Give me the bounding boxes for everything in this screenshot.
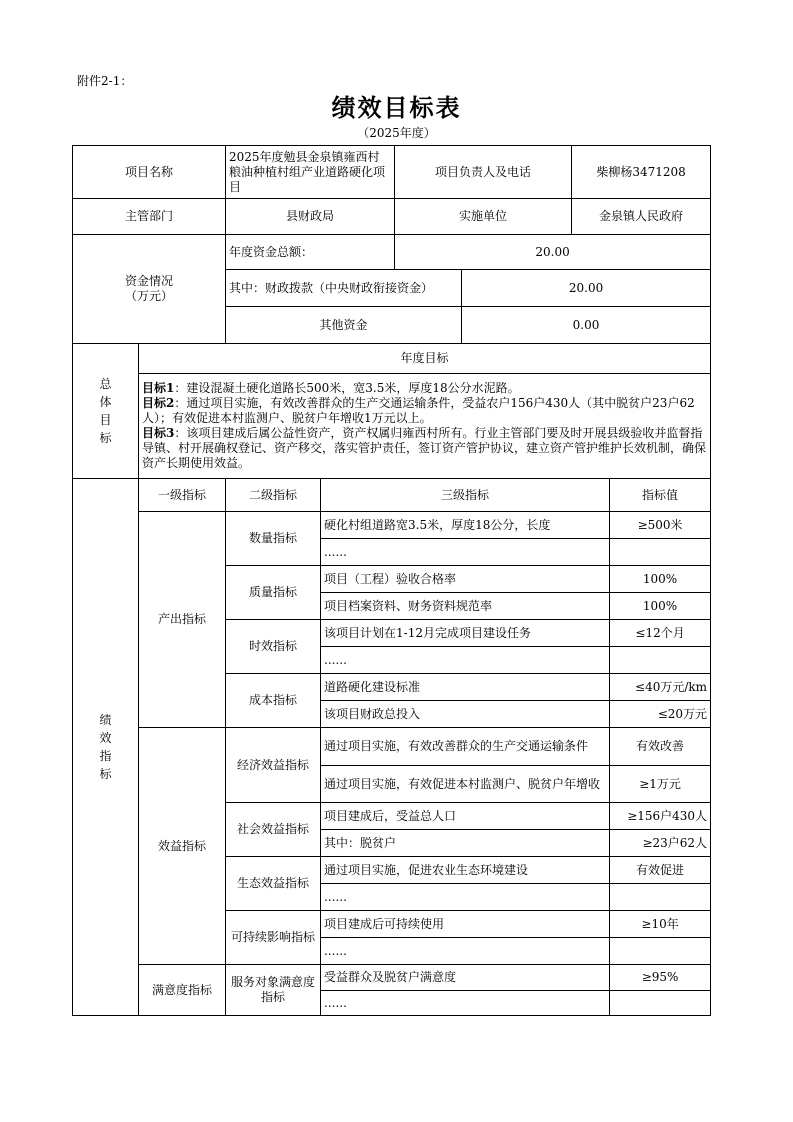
goal-tag: 目标1 [142,381,175,395]
header-l2: 二级指标 [226,479,321,512]
l2-cost: 成本指标 [226,674,321,728]
value-cell [610,884,711,911]
indicators-side-text: 绩效指标 [99,713,112,781]
l3-cell: 项目档案资料、财务资料规范率 [321,593,610,620]
header-l3: 三级指标 [321,479,610,512]
l3-cell: 项目建成后，受益总人口 [321,803,610,830]
project-name-value: 2025年度勉县金泉镇雍西村粮油种植村组产业道路硬化项目 [226,146,395,199]
value-cell: ≥156户430人 [610,803,711,830]
impl-value: 金泉镇人民政府 [572,199,711,235]
l1-output: 产出指标 [139,512,226,728]
l3-cell: 受益群众及脱贫户满意度 [321,965,610,991]
value-cell [610,991,711,1016]
value-cell: 100% [610,566,711,593]
value-cell [610,647,711,674]
goals-header: 年度目标 [139,344,711,374]
l3-cell: 通过项目实施，促进农业生态环境建设 [321,857,610,884]
l3-cell: ...... [321,884,610,911]
l3-cell: ...... [321,539,610,566]
funds-total-value: 20.00 [395,235,711,270]
l2-timeliness: 时效指标 [226,620,321,674]
l3-cell: 该项目财政总投入 [321,701,610,728]
page-title: 绩效目标表 [331,93,462,122]
goal-text: ：该项目建成后属公益性资产，资产权属归雍西村所有。行业主管部门要及时开展县级验收并监督指导镇、村开展确权登记、资产移交，落实管护责任，签订资产管护协议，建立资产管护维护长效机制，确保资产长期使用效益。 [142,426,707,470]
l2-ecological: 生态效益指标 [226,857,321,911]
value-cell: 100% [610,593,711,620]
l2-quality: 质量指标 [226,566,321,620]
funds-label-line2: （万元） [125,289,174,303]
value-cell: ≥10年 [610,911,711,938]
goal-text: ：建设混凝土硬化道路长500米，宽3.5米，厚度18公分水泥路。 [174,381,520,395]
l1-benefit: 效益指标 [139,728,226,965]
impl-label: 实施单位 [395,199,572,235]
value-cell [610,539,711,566]
l3-cell: 其中：脱贫户 [321,830,610,857]
page-subtitle: （2025年度） [357,126,436,140]
funds-other-value: 0.00 [462,307,711,344]
l3-cell: 项目（工程）验收合格率 [321,566,610,593]
funds-other-label: 其他资金 [226,307,462,344]
funds-label-line1: 资金情况 [125,274,174,288]
l3-cell: 硬化村组道路宽3.5米，厚度18公分，长度 [321,512,610,539]
value-cell: ≥500米 [610,512,711,539]
goals-content [139,374,711,479]
l2-economic: 经济效益指标 [226,728,321,803]
header-value: 指标值 [610,479,711,512]
goal-item [142,426,707,471]
value-cell: ≥23户62人 [610,830,711,857]
dept-label: 主管部门 [73,199,226,235]
funds-total-label: 年度资金总额： [226,235,395,270]
value-cell: ≤20万元 [610,701,711,728]
l3-cell: ...... [321,991,610,1016]
value-cell: ≥95% [610,965,711,991]
l3-cell: ...... [321,647,610,674]
contact-label: 项目负责人及电话 [395,146,572,199]
goal-tag: 目标2 [142,396,175,410]
l3-cell: 项目建成后可持续使用 [321,911,610,938]
l3-cell: 道路硬化建设标准 [321,674,610,701]
l2-sustainable: 可持续影响指标 [226,911,321,965]
dept-value: 县财政局 [226,199,395,235]
funds-fiscal-value: 20.00 [462,270,711,307]
value-cell: 有效改善 [610,728,711,766]
value-cell: 有效促进 [610,857,711,884]
contact-value: 柴柳杨3471208 [572,146,711,199]
l3-cell: 通过项目实施，有效促进本村监测户、脱贫户年增收 [321,766,610,803]
funds-fiscal-label: 其中：财政拨款（中央财政衔接资金） [226,270,462,307]
attachment-label: 附件2-1： [77,74,133,88]
l2-quantity: 数量指标 [226,512,321,566]
goal-item [142,396,707,426]
l1-satisfaction: 满意度指标 [139,965,226,1016]
goal-item [142,381,707,396]
value-cell: ≥1万元 [610,766,711,803]
goals-side-text: 总体目标 [99,377,112,445]
value-cell: ≤40万元/km [610,674,711,701]
header-l1: 一级指标 [139,479,226,512]
l2-service: 服务对象满意度指标 [226,965,321,1016]
funds-label [73,235,226,344]
l3-cell: 通过项目实施，有效改善群众的生产交通运输条件 [321,728,610,766]
performance-target-table [72,145,711,1016]
l3-cell: 该项目计划在1-12月完成项目建设任务 [321,620,610,647]
goal-tag: 目标3 [142,426,175,440]
l2-social: 社会效益指标 [226,803,321,857]
value-cell: ≤12个月 [610,620,711,647]
goals-side-label [73,344,139,479]
indicators-side-label [73,479,139,1016]
project-name-label: 项目名称 [73,146,226,199]
value-cell [610,938,711,965]
goal-text: ：通过项目实施，有效改善群众的生产交通运输条件，受益农户156户430人（其中脱贫户23户62人）；有效促进本村监测户、脱贫户年增收1万元以上。 [142,396,695,425]
l3-cell: ...... [321,938,610,965]
